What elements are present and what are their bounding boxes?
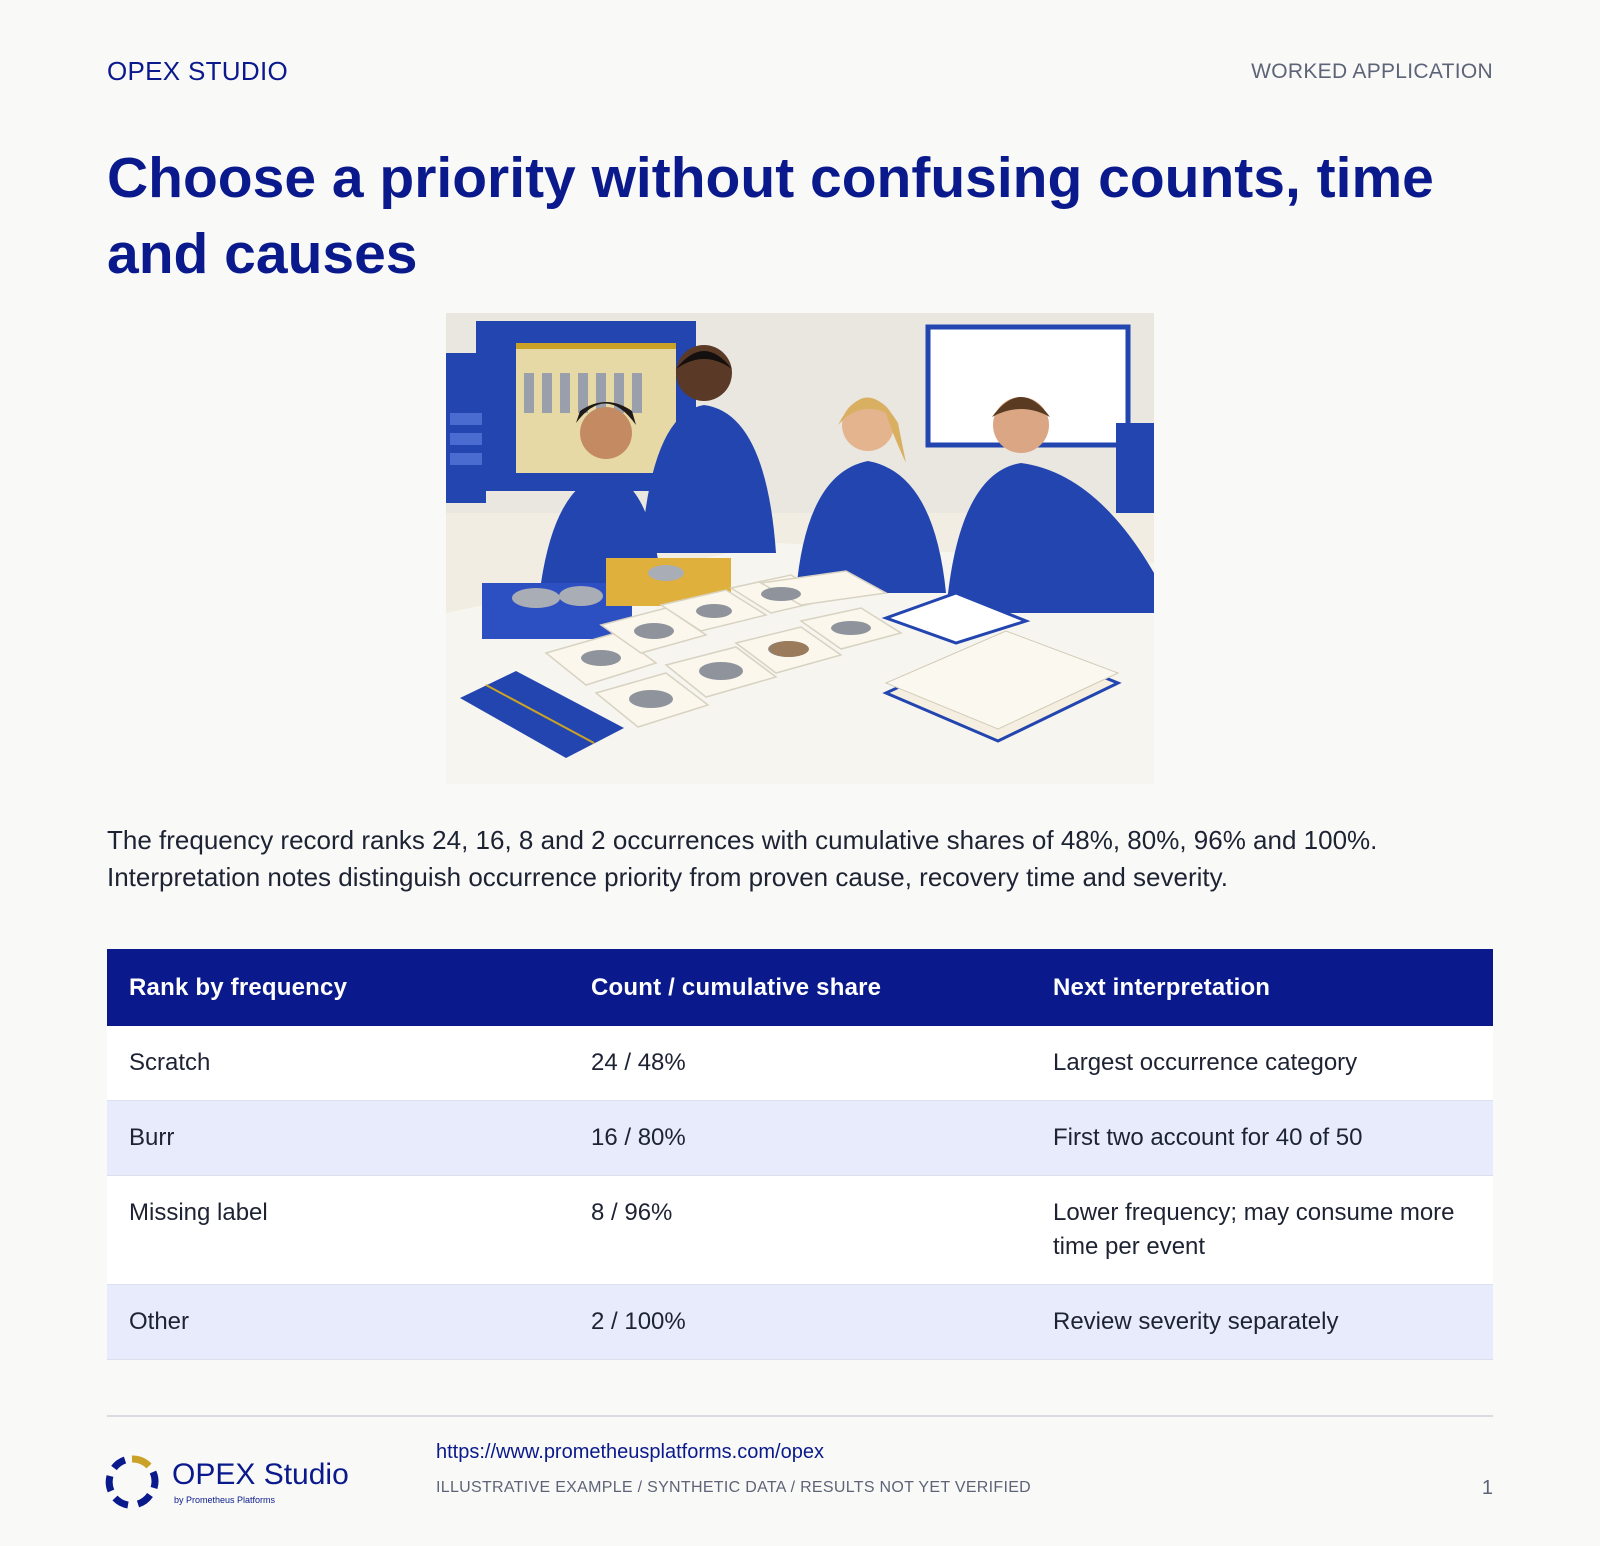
frequency-table [107, 949, 1493, 1360]
intro-paragraph: The frequency record ranks 24, 16, 8 and 2 occurrences with cumulative shares of 48%, 80%, 96% and 100%. Interpretation notes distinguish occurrence priority from proven cause, recovery time and severity. [107, 825, 1378, 892]
cell-count-share: 2 / 100% [569, 1285, 1031, 1360]
table-row [107, 1176, 1493, 1285]
column-header-interpretation: Next interpretation [1031, 949, 1493, 1026]
cell-count-share: 8 / 96% [569, 1176, 1031, 1285]
cell-category: Burr [107, 1101, 569, 1176]
section-tag: WORKED APPLICATION [1251, 60, 1493, 83]
column-header-count: Count / cumulative share [569, 949, 1031, 1026]
hero-image [446, 313, 1154, 784]
table-header-row [107, 949, 1493, 1026]
page-title: Choose a priority without confusing counts, time and causes [107, 146, 1434, 286]
workshop-illustration [446, 313, 1154, 784]
page-number: 1 [1481, 1477, 1493, 1499]
cell-category: Scratch [107, 1026, 569, 1101]
cell-count-share: 24 / 48% [569, 1026, 1031, 1101]
cell-interpretation: First two account for 40 of 50 [1031, 1101, 1493, 1176]
column-header-rank: Rank by frequency [107, 949, 569, 1026]
cell-category: Missing label [107, 1176, 569, 1285]
table-row [107, 1101, 1493, 1176]
footer-disclaimer: ILLUSTRATIVE EXAMPLE / SYNTHETIC DATA / RESULTS NOT YET VERIFIED [436, 1479, 1032, 1496]
table-row [107, 1026, 1493, 1101]
footer-url-link[interactable]: https://www.prometheusplatforms.com/opex [436, 1441, 824, 1463]
cell-count-share: 16 / 80% [569, 1101, 1031, 1176]
footer-divider [107, 1415, 1493, 1417]
opex-logo-icon [105, 1455, 159, 1509]
header-brand: OPEX STUDIO [107, 56, 288, 86]
table-row [107, 1285, 1493, 1360]
cell-interpretation: Largest occurrence category [1031, 1026, 1493, 1101]
footer-logo-name: OPEX Studio [172, 1458, 349, 1491]
cell-category: Other [107, 1285, 569, 1360]
footer-logo-subtitle: by Prometheus Platforms [174, 1495, 276, 1505]
cell-interpretation: Lower frequency; may consume more time per event [1031, 1176, 1493, 1285]
cell-interpretation: Review severity separately [1031, 1285, 1493, 1360]
